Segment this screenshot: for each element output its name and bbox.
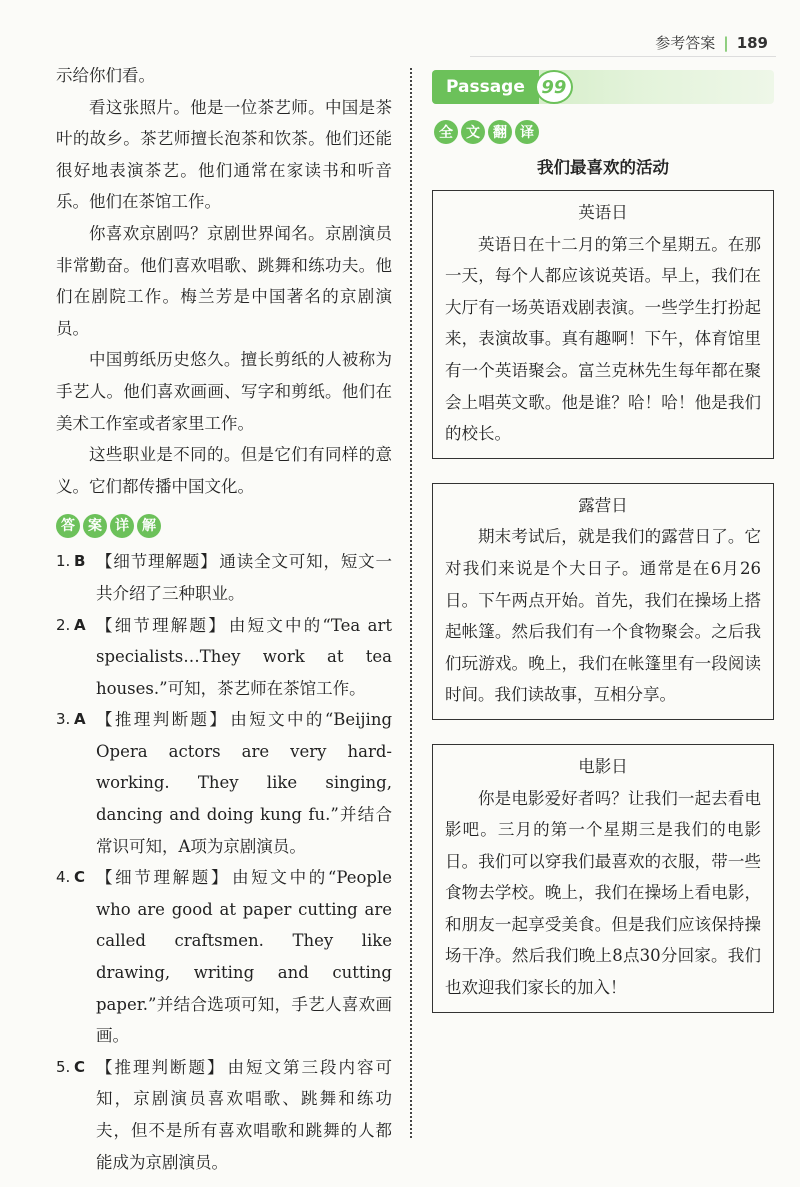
answer-text: 通读全文可知，短文一共介绍了三种职业。 (96, 552, 392, 603)
answer-number: 2. (56, 615, 71, 634)
header-rule (470, 56, 776, 57)
answer-number: 4. (56, 868, 71, 887)
label-char: 案 (83, 514, 107, 538)
left-column (56, 60, 392, 1178)
passage-number: 99 (535, 70, 573, 104)
label-char: 详 (110, 514, 134, 538)
answer-body (96, 704, 392, 862)
translation-title: 我们最喜欢的活动 (537, 158, 669, 177)
header-separator: | (723, 34, 729, 52)
column-divider (410, 68, 412, 1138)
translation-section-label (434, 120, 774, 144)
answer-item (56, 862, 392, 1052)
answer-body (96, 546, 392, 609)
question-type: 【推理判断题】 (96, 1057, 226, 1077)
answer-body (96, 610, 392, 705)
label-char: 答 (56, 514, 80, 538)
paragraph: 示给你们看。 (56, 66, 155, 85)
label-char: 解 (137, 514, 161, 538)
answer-letter: B (74, 552, 86, 571)
box-heading: 电影日 (578, 756, 628, 776)
passage-banner (432, 70, 774, 104)
answer-body (96, 1052, 392, 1178)
question-type: 【细节理解题】 (96, 868, 231, 888)
answer-letter: C (74, 1057, 86, 1076)
page-number: 189 (736, 34, 768, 52)
answer-section-label (56, 514, 392, 538)
activity-box (432, 483, 774, 720)
question-type: 【细节理解题】 (96, 615, 227, 635)
paragraph: 看这张照片。他是一位茶艺师。中国是茶叶的故乡。茶艺师擅长泡茶和饮茶。他们还能很好地表演茶艺。他们通常在家读书和听音乐。他们在茶馆工作。 (56, 97, 392, 212)
passage-word: Passage (432, 70, 539, 104)
answer-letter: A (74, 615, 86, 634)
answer-item (56, 1052, 392, 1178)
label-char: 文 (461, 120, 485, 144)
header-section: 参考答案 (655, 34, 716, 52)
answer-letter: C (74, 868, 86, 887)
paragraph: 这些职业是不同的。但是它们有同样的意义。它们都传播中国文化。 (56, 445, 392, 496)
answer-number: 5. (56, 1057, 71, 1076)
answer-number: 1. (56, 552, 71, 571)
question-type: 【推理判断题】 (96, 710, 229, 730)
answer-letter: A (74, 710, 86, 729)
answer-item (56, 610, 392, 705)
box-text: 期末考试后，就是我们的露营日了。它对我们来说是个大日子。通常是在6月26日。下午两点开始。首先，我们在操场上搭起帐篷。然后我们有一个食物聚会。之后我们玩游戏。晚上，我们在帐篷里有一段阅读时间。我们读故事，互相分享。 (445, 527, 761, 705)
box-text: 英语日在十二月的第三个星期五。在那一天，每个人都应该说英语。早上，我们在大厅有一场英语戏剧表演。一些学生打扮起来，表演故事。真有趣啊！下午，体育馆里有一个英语聚会。富兰克林先生每年都在聚会上唱英文歌。他是谁？哈！哈！他是我们的校长。 (445, 234, 761, 444)
answer-text: 由短文中的“Tea art specialists…They work at tea houses.”可知，茶艺师在茶馆工作。 (96, 615, 392, 698)
label-char: 译 (515, 120, 539, 144)
page-header (368, 32, 768, 53)
label-char: 全 (434, 120, 458, 144)
answer-body (96, 862, 392, 1052)
paragraph: 中国剪纸历史悠久。擅长剪纸的人被称为手艺人。他们喜欢画画、写字和剪纸。他们在美术工作室或者家里工作。 (56, 350, 392, 433)
box-heading: 露营日 (578, 495, 628, 515)
question-type: 【细节理解题】 (96, 552, 218, 572)
paragraph: 你喜欢京剧吗？京剧世界闻名。京剧演员非常勤奋。他们喜欢唱歌、跳舞和练功夫。他们在剧院工作。梅兰芳是中国著名的京剧演员。 (56, 223, 392, 338)
answer-text: 由短文中的“People who are good at paper cutting are called craftsmen. They like drawing, writing and cutting paper.”并结合选项可知，手艺人喜欢画画。 (96, 868, 392, 1046)
box-text: 你是电影爱好者吗？让我们一起去看电影吧。三月的第一个星期三是我们的电影日。我们可以穿我们最喜欢的衣服，带一些食物去学校。晚上，我们在操场上看电影，和朋友一起享受美食。但是我们应该保持操场干净。然后我们晚上8点30分回家。我们也欢迎我们家长的加入！ (445, 788, 761, 998)
answer-text: 由短文第三段内容可知，京剧演员喜欢唱歌、跳舞和练功夫，但不是所有喜欢唱歌和跳舞的人都能成为京剧演员。 (96, 1057, 392, 1172)
answer-item (56, 704, 392, 862)
right-column (432, 70, 774, 1037)
activity-box (432, 744, 774, 1013)
answer-item (56, 546, 392, 609)
answer-text: 由短文中的“Beijing Opera actors are very hard-working. They like singing, dancing and doing kung fu.”并结合常识可知，A项为京剧演员。 (96, 710, 393, 856)
answer-number: 3. (56, 710, 71, 729)
box-heading: 英语日 (578, 203, 628, 222)
activity-box (432, 190, 774, 459)
label-char: 翻 (488, 120, 512, 144)
